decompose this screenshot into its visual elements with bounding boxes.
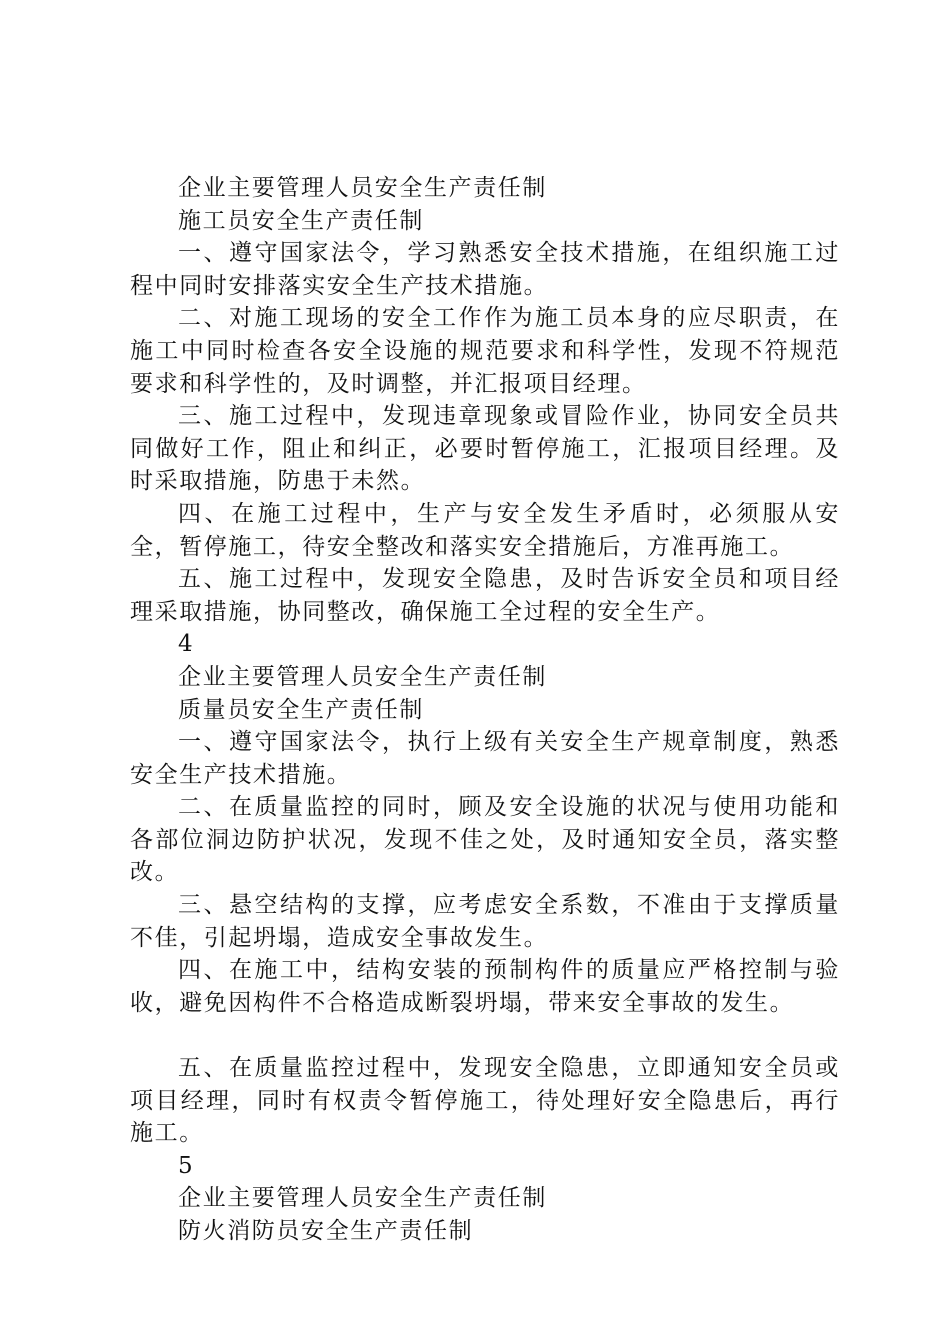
clause: 一、遵守国家法令，执行上级有关安全生产规章制度，熟悉安全生产技术措施。	[130, 729, 840, 788]
role-title: 施工员安全生产责任制	[178, 207, 424, 234]
clause: 四、在施工中，结构安装的预制构件的质量应严格控制与验收，避免因构件不合格造成断裂坍塌，带来安全事故的发生。	[130, 957, 840, 1016]
clause: 二、对施工现场的安全工作作为施工员本身的应尽职责，在施工中同时检查各安全设施的规范要求和科学性，发现不符规范要求和科学性的，及时调整，并汇报项目经理。	[130, 305, 840, 397]
blank-line	[130, 1019, 840, 1052]
role-title: 质量员安全生产责任制	[178, 696, 424, 723]
clause: 一、遵守国家法令，学习熟悉安全技术措施，在组织施工过程中同时安排落实安全生产技术措施。	[130, 240, 840, 299]
clause: 五、在质量监控过程中，发现安全隐患，立即通知安全员或项目经理，同时有权责令暂停施工，待处理好安全隐患后，再行施工。	[130, 1055, 840, 1147]
section-heading: 企业主要管理人员安全生产责任制	[178, 175, 547, 201]
document-body	[130, 172, 840, 1248]
clause: 四、在施工过程中，生产与安全发生矛盾时，必须服从安全，暂停施工，待安全整改和落实安全措施后，方准再施工。	[130, 500, 840, 560]
clause: 三、悬空结构的支撑，应考虑安全系数，不准由于支撑质量不佳，引起坍塌，造成安全事故发生。	[130, 892, 840, 951]
clause: 五、施工过程中，发现安全隐患，及时告诉安全员和项目经理采取措施，协同整改，确保施工全过程的安全生产。	[130, 566, 840, 625]
section-heading: 企业主要管理人员安全生产责任制	[178, 663, 547, 690]
clause: 二、在质量监控的同时，顾及安全设施的状况与使用功能和各部位洞边防护状况，发现不佳之处，及时通知安全员，落实整改。	[130, 794, 840, 886]
section-heading: 企业主要管理人员安全生产责任制	[178, 1185, 547, 1212]
clause: 三、施工过程中，发现违章现象或冒险作业，协同安全员共同做好工作，阻止和纠正，必要时暂停施工，汇报项目经理。及时采取措施，防患于未然。	[130, 403, 840, 495]
page-number: 4	[178, 631, 195, 658]
page-number: 5	[178, 1152, 195, 1179]
role-title: 防火消防员安全生产责任制	[178, 1218, 474, 1244]
